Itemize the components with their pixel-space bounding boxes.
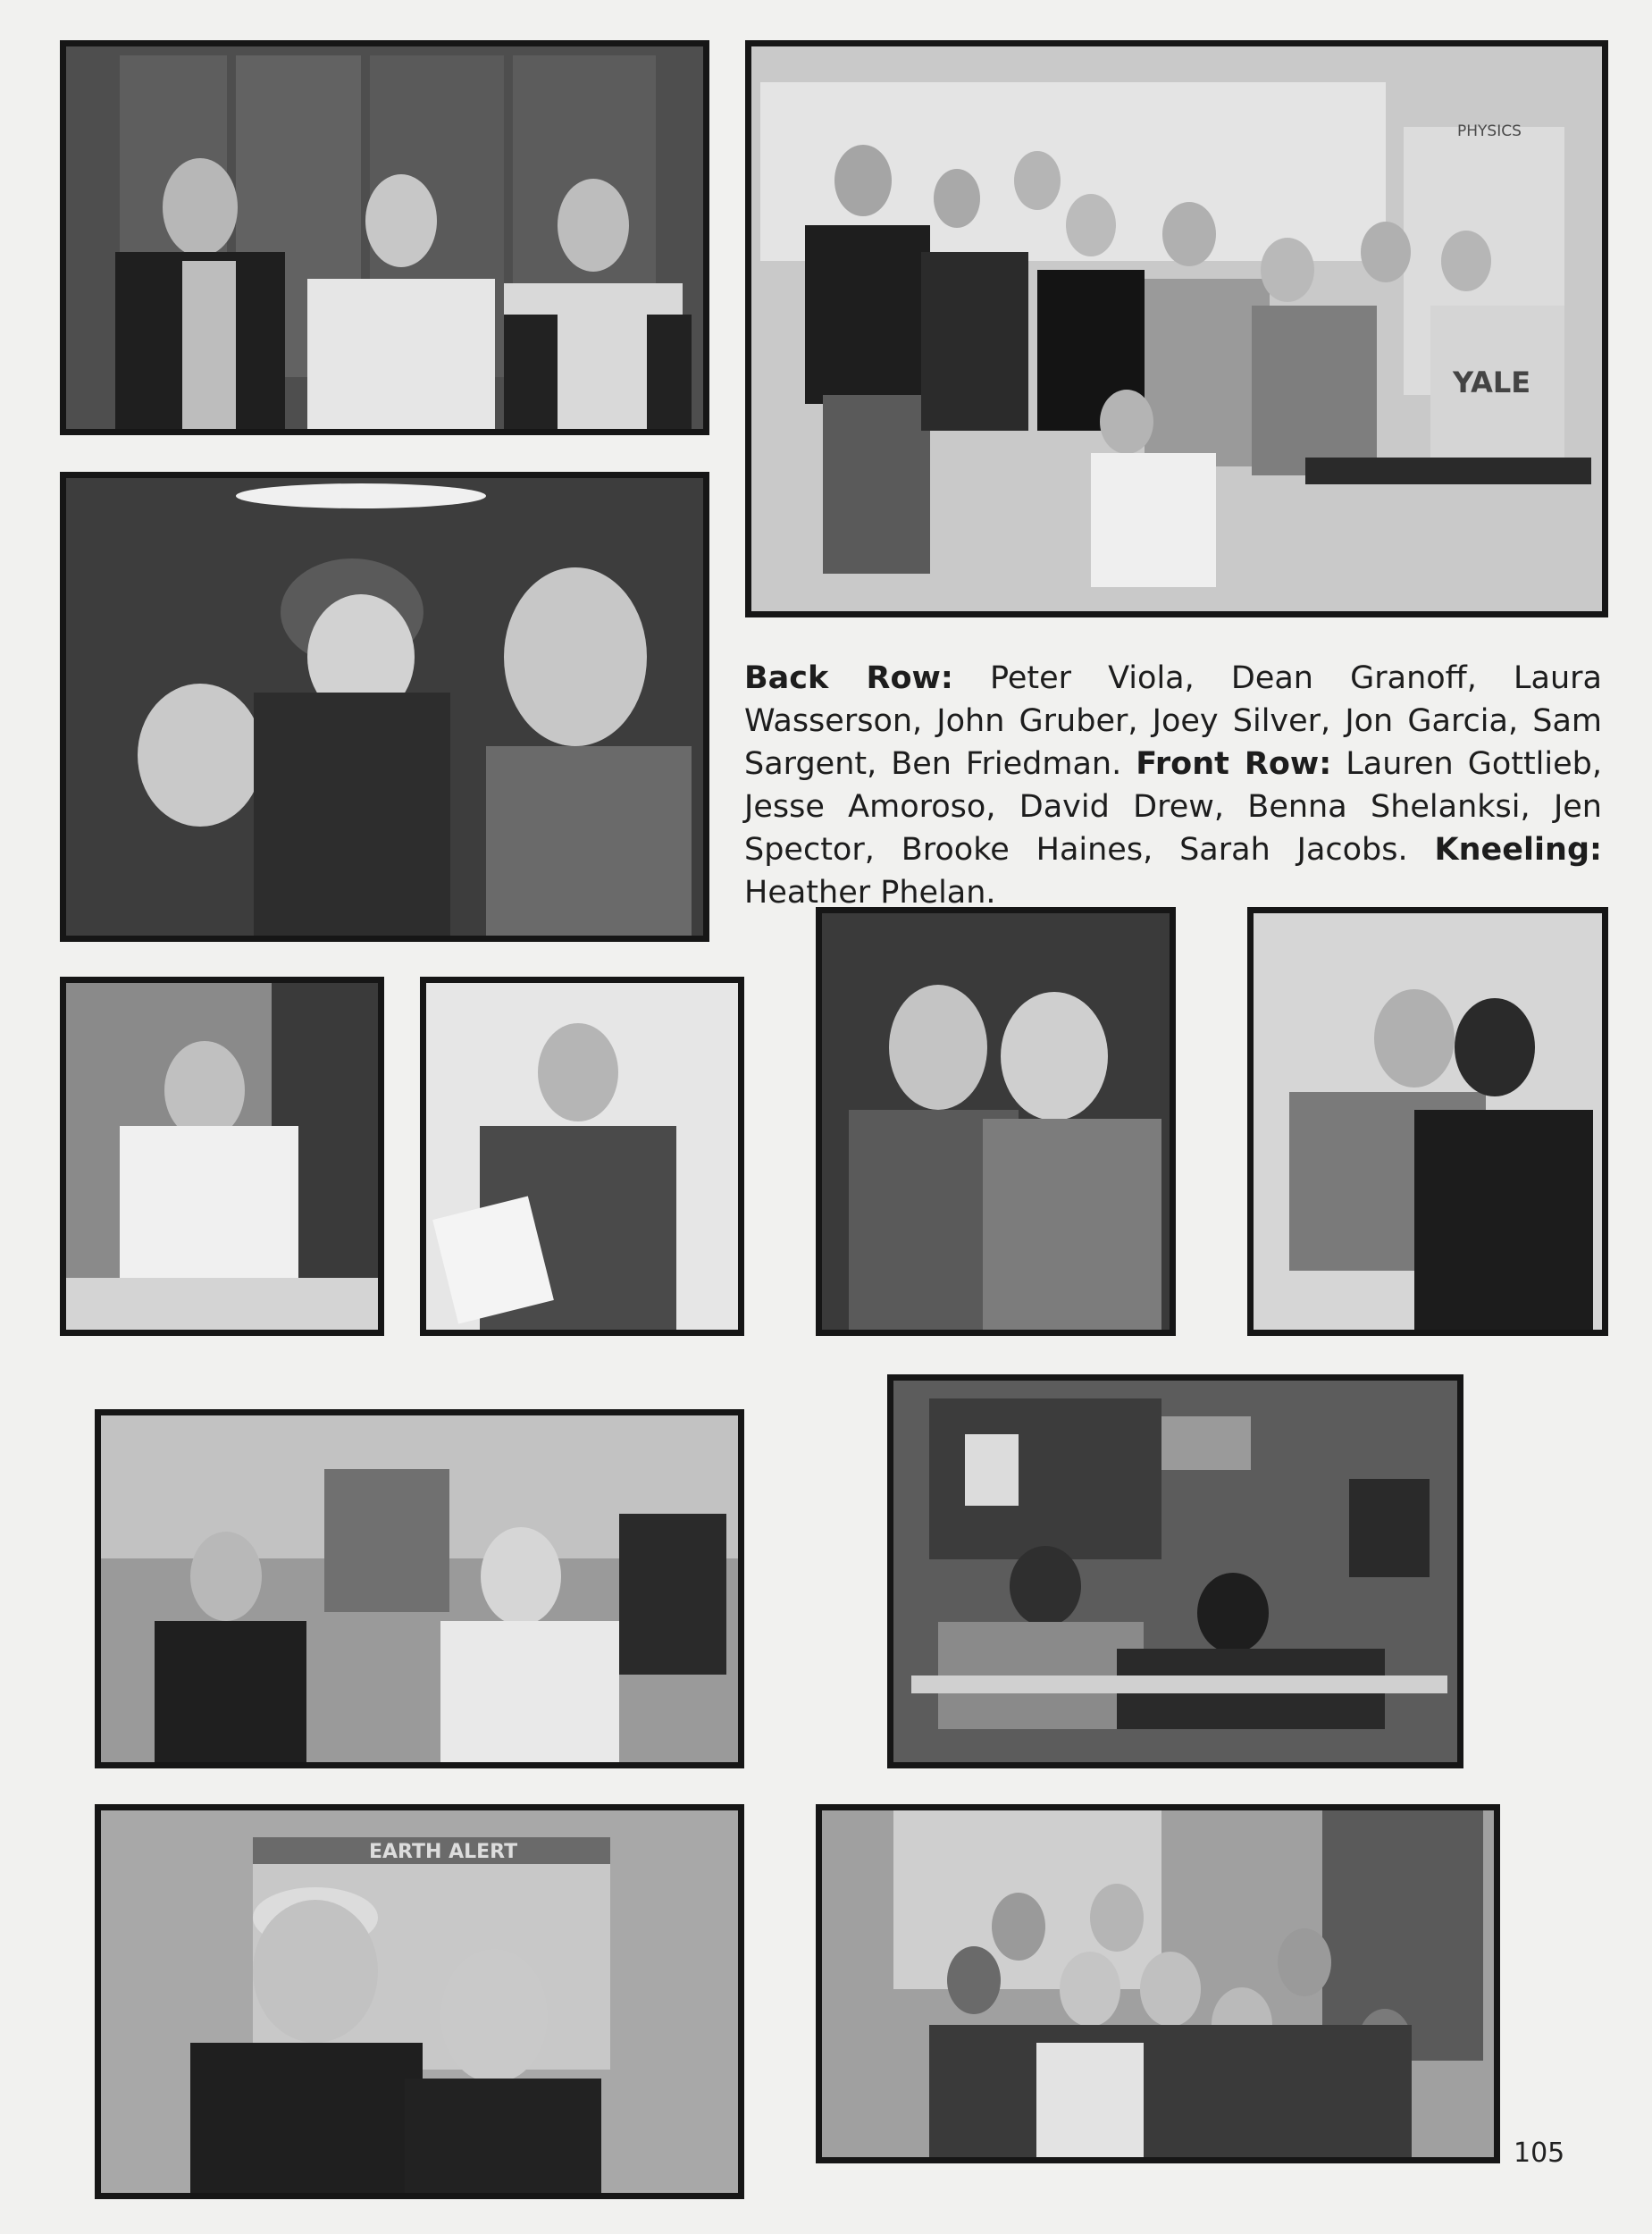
page-number: 105 [1514,2137,1565,2169]
photo-physics-class-group [745,40,1608,617]
physics-class-scene [751,46,1602,611]
boys-by-map-scene [101,1810,738,2193]
photo-girl-seated [60,977,384,1336]
photo-classroom-girls [95,1409,744,1768]
front-row-label: Front Row: [1136,746,1332,782]
photo-students-at-desks [887,1374,1463,1768]
earth-alert-sign: EARTH ALERT [369,1841,518,1863]
group-photo-caption [744,657,1602,914]
photo-laughing-students [60,472,709,942]
back-row-names: Peter Viola, Dean Granoff, Laura Wasserson, John Gruber, Joey Silver, Jon Garcia, Sam Sargent, Ben Friedman. [744,660,1602,782]
photo-two-girls-smiling [816,907,1176,1336]
boy-with-papers-scene [426,983,738,1330]
photo-boys-by-world-map [95,1804,744,2199]
students-at-desks-scene [893,1381,1457,1762]
classroom-girls-scene [101,1415,738,1762]
group-of-friends-scene [822,1810,1494,2157]
lockers-scene [66,46,703,429]
girl-seated-scene [66,983,378,1330]
two-girls-scene [822,913,1170,1330]
photo-boy-with-papers [420,977,744,1336]
photo-two-boys [1247,907,1608,1336]
front-row-names: Lauren Gottlieb, Jesse Amoroso, David Drew, Benna Shelanksi, Jen Spector, Brooke Haines, Sarah Jacobs. [744,746,1603,868]
kneeling-label: Kneeling: [1434,832,1602,868]
two-boys-scene [1254,913,1602,1330]
kneeling-names: Heather Phelan. [744,875,996,911]
photo-group-of-friends [816,1804,1500,2163]
physics-sign: PHYSICS [1457,122,1522,140]
back-row-label: Back Row: [744,660,953,696]
laughing-students-scene [66,478,703,936]
photo-girls-at-lockers [60,40,709,435]
yale-sweater-text: YALE [1453,365,1531,399]
